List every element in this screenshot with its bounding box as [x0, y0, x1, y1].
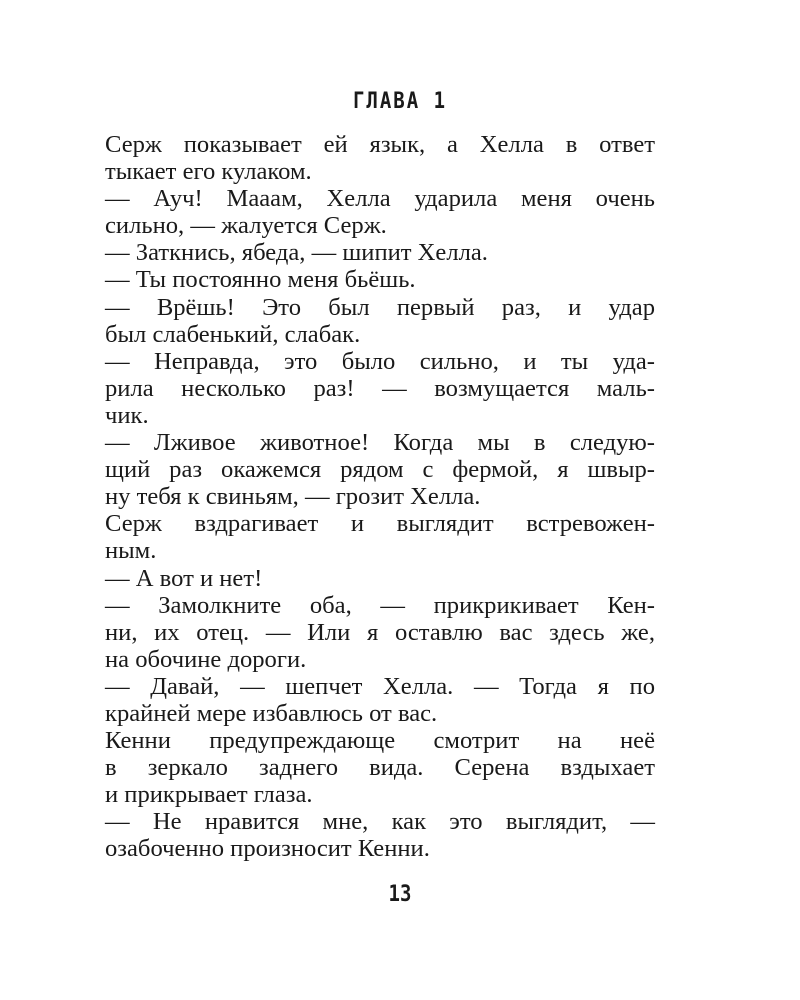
text-line: был слабенький, слабак. — [105, 320, 361, 348]
text-line: тыкает его кулаком. — [105, 158, 312, 186]
page-number: 13 — [388, 881, 412, 907]
text-line: крайней мере избавлюсь от вас. — [105, 699, 438, 727]
text-line: чик. — [105, 401, 149, 429]
text-line: — Врёшь! Это был первый раз, и удар — [105, 293, 655, 321]
text-line: озабоченно произносит Кенни. — [105, 835, 430, 863]
text-line: на обочине дороги. — [105, 645, 307, 673]
text-line: щий раз окажемся рядом с фермой, я швыр- — [105, 456, 655, 484]
text-line: Серж показывает ей язык, а Хелла в ответ — [105, 131, 655, 158]
text-line: — Не нравится мне, как это выглядит, — — [105, 808, 655, 836]
text-line: — Неправда, это было сильно, и ты уда- — [105, 347, 655, 375]
text-line: — А вот и нет! — [105, 564, 263, 592]
text-line: — Замолкните оба, — прикрикивает Кен- — [105, 591, 655, 619]
page-text — [105, 131, 655, 863]
text-line: Кенни предупреждающе смотрит на неё — [105, 727, 655, 755]
text-line: — Давай, — шепчет Хелла. — Тогда я по — [105, 672, 655, 700]
text-line: — Ты постоянно меня бьёшь. — [105, 266, 416, 294]
text-line: — Лживое животное! Когда мы в следую- — [105, 429, 655, 457]
chapter-header: ГЛАВА 1 — [352, 88, 448, 114]
text-line: Серж вздрагивает и выглядит встревожен- — [105, 510, 655, 538]
text-line: — Ауч! Мааам, Хелла ударила меня очень — [105, 185, 655, 213]
text-line: ну тебя к свиньям, — грозит Хелла. — [105, 483, 481, 511]
text-line: сильно, — жалуется Серж. — [105, 212, 387, 240]
text-line: ным. — [105, 537, 157, 565]
text-line: — Заткнись, ябеда, — шипит Хелла. — [105, 239, 488, 267]
text-line: рила несколько раз! — возмущается маль- — [105, 374, 655, 402]
text-line: в зеркало заднего вида. Серена вздыхает — [105, 754, 655, 782]
text-line: и прикрывает глаза. — [105, 781, 313, 809]
text-line: ни, их отец. — Или я оставлю вас здесь же, — [105, 618, 655, 646]
